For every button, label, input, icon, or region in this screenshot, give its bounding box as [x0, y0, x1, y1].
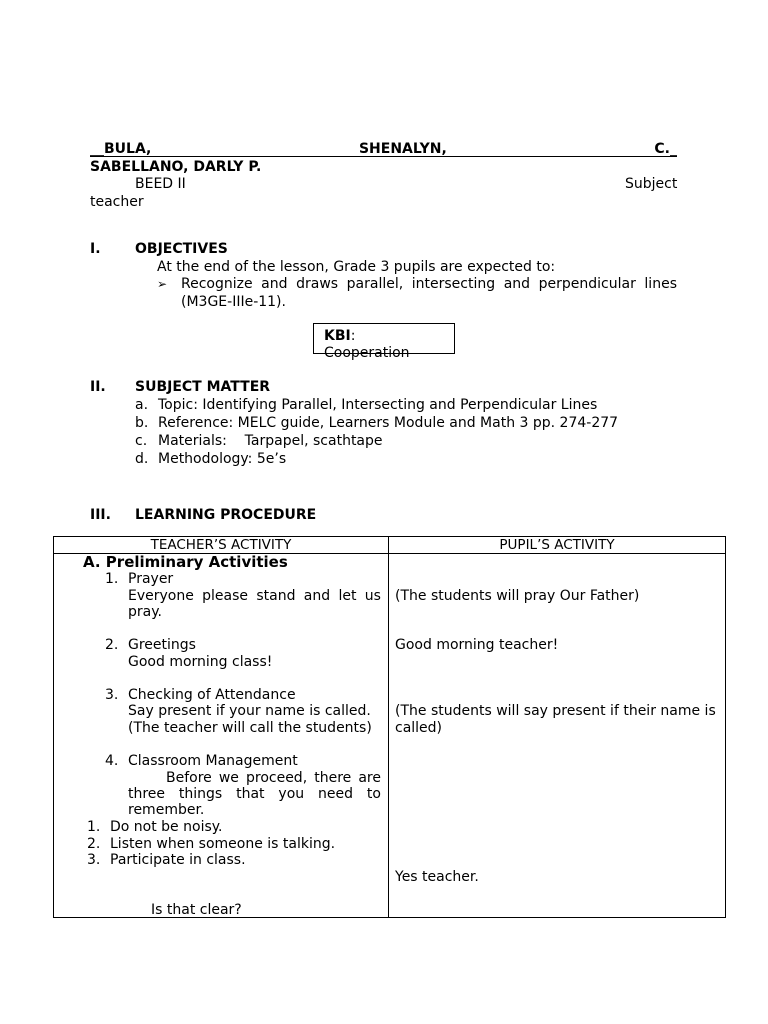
rule-item: Do not be noisy.	[110, 819, 223, 835]
word: that	[236, 786, 265, 802]
word: there	[314, 770, 352, 786]
teacher-line: Is that clear?	[151, 902, 242, 918]
word: Before	[166, 770, 212, 786]
author-name-second: SABELLANO, DARLY P.	[90, 159, 262, 175]
word: to	[366, 786, 381, 802]
pupil-line: called)	[395, 720, 443, 736]
word: let	[338, 588, 357, 604]
rule-item: Participate in class.	[110, 852, 246, 868]
section-numeral: III.	[90, 507, 111, 523]
objective-word: perpendicular	[538, 276, 636, 292]
objective-word: and	[503, 276, 531, 292]
teacher-line: remember.	[128, 802, 205, 818]
preliminary-activities-heading: A. Preliminary Activities	[83, 553, 288, 571]
word: proceed,	[245, 770, 308, 786]
author-name-part: C._	[654, 141, 677, 157]
rule-number: 2.	[87, 836, 101, 852]
column-header-teacher: TEACHER’S ACTIVITY	[54, 537, 389, 554]
item-title: Classroom Management	[128, 753, 298, 769]
role-label-part: Subject	[625, 176, 678, 192]
item-title: Prayer	[128, 571, 174, 587]
section-title-objectives: OBJECTIVES	[135, 241, 228, 257]
objective-word: and	[261, 276, 288, 292]
teacher-line: Say present if your name is called.	[128, 703, 371, 719]
word: stand	[256, 588, 296, 604]
objectives-intro: At the end of the lesson, Grade 3 pupils are expected to:	[157, 259, 556, 275]
column-header-pupil: PUPIL’S ACTIVITY	[389, 537, 726, 554]
bullet-arrow-icon: ➢	[157, 277, 168, 291]
author-name-part: __BULA,	[90, 141, 152, 157]
pupil-line: Good morning teacher!	[395, 637, 559, 653]
teacher-line: Good morning class!	[128, 654, 273, 670]
course-label: BEED II	[135, 176, 186, 192]
objective-word: Recognize	[181, 276, 253, 292]
word: Everyone	[128, 588, 194, 604]
section-title-subject-matter: SUBJECT MATTER	[135, 379, 271, 395]
word: and	[303, 588, 331, 604]
objective-code: (M3GE-IIIe-11).	[181, 294, 286, 310]
kbi-box	[313, 323, 455, 361]
word: us	[364, 588, 381, 604]
pupil-activity-cell	[389, 554, 726, 918]
list-item-marker: d.	[135, 451, 149, 467]
list-item-marker: b.	[135, 415, 149, 431]
teacher-line	[128, 588, 381, 605]
kbi-label: KBI	[324, 328, 351, 344]
list-item: Materials: Tarpapel, scathtape	[158, 433, 383, 449]
list-item-marker: c.	[135, 433, 148, 449]
item-number: 1.	[105, 571, 119, 587]
word: three	[128, 786, 166, 802]
kbi-value: : Cooperation	[324, 328, 410, 361]
word: things	[178, 786, 223, 802]
item-title: Checking of Attendance	[128, 687, 296, 703]
rule-number: 3.	[87, 852, 101, 868]
teacher-line: (The teacher will call the students)	[128, 720, 372, 736]
section-title-learning-procedure: LEARNING PROCEDURE	[135, 507, 317, 523]
item-number: 2.	[105, 637, 119, 653]
rule-item: Listen when someone is talking.	[110, 836, 336, 852]
word: are	[358, 770, 381, 786]
item-number: 4.	[105, 753, 119, 769]
teacher-line	[166, 770, 381, 787]
list-item: Methodology: 5e’s	[158, 451, 287, 467]
table-header-row	[54, 537, 726, 554]
section-numeral: II.	[90, 379, 106, 395]
pupil-line: (The students will pray Our Father)	[395, 588, 640, 604]
item-title: Greetings	[128, 637, 196, 653]
section-numeral: I.	[90, 241, 101, 257]
objective-word: intersecting	[411, 276, 496, 292]
role-label-part: teacher	[90, 194, 144, 210]
teacher-line: pray.	[128, 604, 162, 620]
author-name-part: SHENALYN,	[358, 141, 447, 157]
word: need	[318, 786, 354, 802]
pupil-line: Yes teacher.	[395, 869, 479, 885]
table-row	[54, 554, 726, 918]
objective-word: draws	[296, 276, 339, 292]
objective-item	[181, 276, 677, 293]
rule-number: 1.	[87, 819, 101, 835]
author-names-line	[90, 141, 677, 157]
pupil-line: (The students will say present if their name is	[395, 703, 716, 719]
teacher-line	[128, 786, 381, 803]
word: we	[218, 770, 239, 786]
objective-word: lines	[644, 276, 677, 292]
word: please	[202, 588, 249, 604]
item-number: 3.	[105, 687, 119, 703]
list-item-marker: a.	[135, 397, 149, 413]
list-item: Reference: MELC guide, Learners Module and Math 3 pp. 274-277	[158, 415, 619, 431]
objective-word: parallel,	[346, 276, 404, 292]
procedure-table	[53, 536, 726, 918]
word: you	[278, 786, 305, 802]
list-item: Topic: Identifying Parallel, Intersecting and Perpendicular Lines	[158, 397, 598, 413]
teacher-activity-cell	[54, 554, 389, 918]
